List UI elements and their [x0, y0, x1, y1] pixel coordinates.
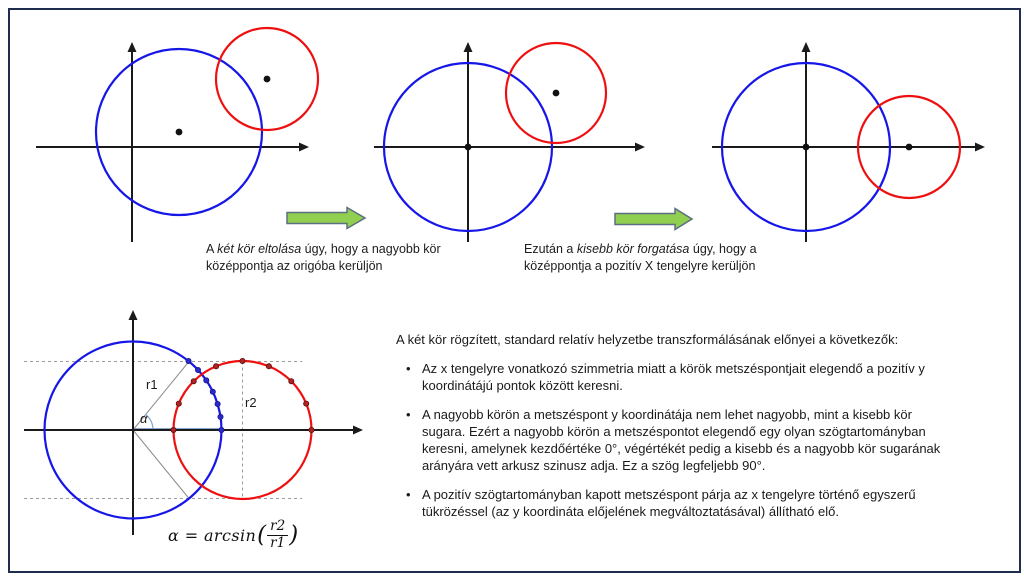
x-axis-arrowhead [299, 143, 309, 152]
formula-numerator: r2 [267, 519, 288, 536]
radius-r2-label: r2 [245, 395, 257, 410]
sample-point-dot [218, 414, 223, 419]
translation-step-caption [206, 241, 446, 274]
sample-point-dot [304, 401, 309, 406]
sample-point-dot [195, 367, 200, 372]
list-item [406, 486, 947, 520]
caption-text: A [206, 242, 218, 256]
x-axis-arrowhead [975, 143, 985, 152]
advantages-title: A két kör rögzített, standard relatív helyzetbe transzformálásának előnyei a következők: [396, 332, 899, 347]
arcsin-formula [168, 519, 298, 551]
rotation-step-caption [524, 241, 782, 274]
plot-after-translation [374, 42, 645, 242]
transform-step-arrow-icon [615, 209, 692, 230]
caption-emphasis: kisebb kör forgatása [576, 242, 690, 256]
bullet-icon: • [406, 407, 411, 422]
list-item-text: A pozitív szögtartományban kapott metszéspont párja az x tengelyre történő egyszerű tükrözéssel (az y koordináta előjelének megváltoztatásával) állítható elő. [422, 487, 916, 519]
list-item-text: Az x tengelyre vonatkozó szimmetria miatt a körök metszéspontjait elegendő a pozitív y koordinátájú pontok között keresni. [422, 361, 925, 393]
sample-point-dot [214, 364, 219, 369]
bullet-icon: • [406, 487, 411, 502]
center-dot [906, 144, 913, 151]
center-dot [465, 144, 472, 151]
sample-point-dot [171, 427, 176, 432]
sample-point-dot [289, 379, 294, 384]
alpha-angle-label: α [140, 411, 148, 426]
sample-point-dot [219, 427, 224, 432]
bullet-icon: • [406, 361, 411, 376]
sample-point-dot [210, 389, 215, 394]
list-item [406, 360, 947, 394]
caption-text: úgy, hogy a középpontja a pozitív X tengelyre kerüljön [524, 242, 757, 273]
sample-point-dot [176, 401, 181, 406]
caption-text: úgy, hogy a nagyobb kör középpontja az origóba kerüljön [206, 242, 441, 273]
radius-ray [133, 430, 189, 499]
list-item-text: A nagyobb körön a metszéspont y koordinátája nem lehet nagyobb, mint a kisebb kör sugara. Ezért a nagyobb körön a metszéspontot elegendő egy olyan szögtartományban keresni, amelynek kezdőértéke 0°, végértékét pedig a kisebb és a nagyobb kör sugarának arányára vett arkusz szinusz adja. Ez a szög legfeljebb 90°. [422, 407, 941, 473]
list-item [406, 406, 947, 474]
y-axis-arrowhead [802, 42, 811, 52]
y-axis-arrowhead [129, 310, 138, 320]
center-dot [264, 76, 271, 83]
sample-point-dot [240, 358, 245, 363]
y-axis-arrowhead [128, 42, 137, 52]
advantages-panel [396, 331, 1012, 532]
detail-standard-position [24, 310, 363, 535]
formula-fraction [267, 519, 288, 551]
x-axis-arrowhead [353, 426, 363, 435]
center-dot [803, 144, 810, 151]
sample-point-dot [215, 401, 220, 406]
formula-open-paren: ( [257, 521, 267, 548]
plot-after-rotation [712, 42, 985, 242]
plot-original [36, 28, 318, 242]
transform-step-arrow-icon [287, 208, 365, 229]
caption-text: Ezután a [524, 242, 577, 256]
center-dot [176, 129, 183, 136]
formula-denominator: r1 [270, 534, 286, 551]
caption-emphasis: két kör eltolása [217, 242, 302, 256]
sample-point-dot [204, 378, 209, 383]
sample-point-dot [309, 427, 314, 432]
formula-close-paren: ) [289, 521, 299, 548]
sample-point-dot [186, 358, 191, 363]
x-axis-arrowhead [635, 143, 645, 152]
y-axis-arrowhead [464, 42, 473, 52]
advantages-list [396, 360, 1012, 520]
sample-point-dot [191, 379, 196, 384]
sample-point-dot [266, 364, 271, 369]
radius-r1-label: r1 [146, 377, 158, 392]
formula-lhs: α = arcsin [168, 525, 257, 545]
center-dot [553, 90, 560, 97]
